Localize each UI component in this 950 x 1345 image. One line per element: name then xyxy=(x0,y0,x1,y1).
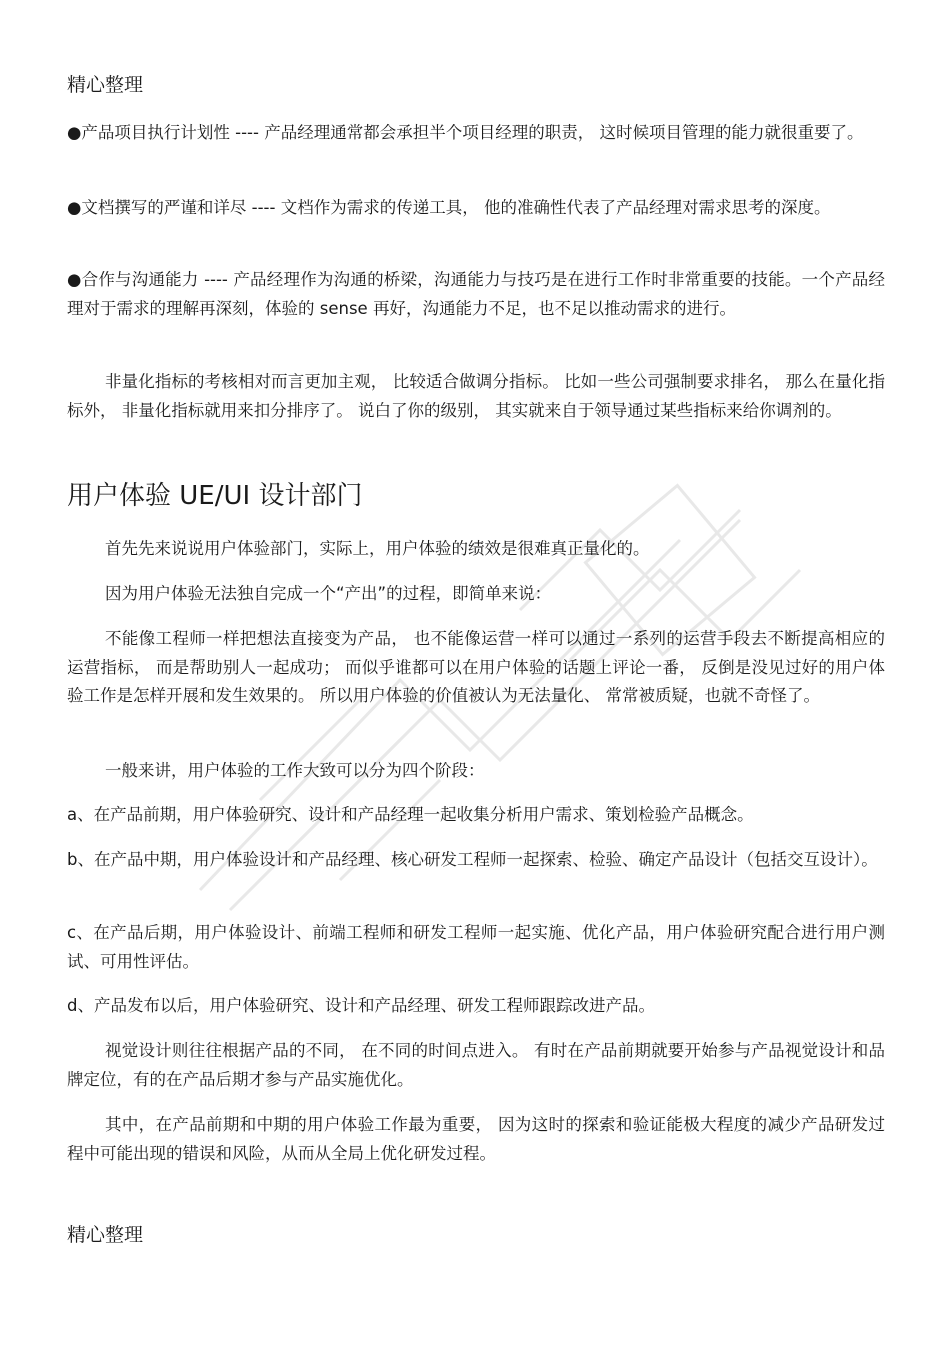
stage-b: b、在产品中期，用户体验设计和产品经理、核心研发工程师一起探索、检验、确定产品设计（包括交互设计）。 xyxy=(67,850,878,869)
paragraph-visual-design: 视觉设计则往往根据产品的不同， 在不同的时间点进入。 有时在产品前期就要开始参与产品视觉设计和品牌定位，有的在产品后期才参与产品实施优化。 xyxy=(67,1041,885,1089)
stage-a: a、在产品前期，用户体验研究、设计和产品经理一起收集分析用户需求、策划检验产品概念。 xyxy=(67,805,754,824)
bullet-documentation: ●文档撰写的严谨和详尽 ---- 文档作为需求的传递工具， 他的准确性代表了产品经理对需求思考的深度。 xyxy=(67,198,831,217)
paragraph-intro: 首先先来说说用户体验部门，实际上，用户体验的绩效是很难真正量化的。 xyxy=(105,539,650,558)
header-note: 精心整理 xyxy=(67,74,144,96)
section-title: 用户体验 UE/UI 设计部门 xyxy=(67,481,363,511)
bullet-communication: ●合作与沟通能力 ---- 产品经理作为沟通的桥梁，沟通能力与技巧是在进行工作时非常重要的技能。一个产品经理对于需求的理解再深刻，体验的 sense 再好，沟通能力不足，也不足以推动需求的进行。 xyxy=(67,270,885,318)
stage-d: d、产品发布以后，用户体验研究、设计和产品经理、研发工程师跟踪改进产品。 xyxy=(67,996,655,1015)
paragraph-importance: 其中，在产品前期和中期的用户体验工作最为重要， 因为这时的探索和验证能极大程度的减少产品研发过程中可能出现的错误和风险，从而从全局上优化研发过程。 xyxy=(67,1115,885,1163)
paragraph-four-stages: 一般来讲，用户体验的工作大致可以分为四个阶段： xyxy=(105,761,485,780)
paragraph-cannot-produce: 因为用户体验无法独自完成一个“产出”的过程，即简单来说： xyxy=(105,584,552,603)
paragraph-value-question: 不能像工程师一样把想法直接变为产品， 也不能像运营一样可以通过一系列的运营手段去不断提高相应的运营指标， 而是帮助别人一起成功； 而似乎谁都可以在用户体验的话题上评论一番， 反倒是没见过好的用户体验工作是怎样开展和发生效果的。 所以用户体验的价值被认为无法量化、 常常被质疑，也就不奇怪了。 xyxy=(67,629,885,705)
footer-note: 精心整理 xyxy=(67,1224,144,1246)
bullet-execution: ●产品项目执行计划性 ---- 产品经理通常都会承担半个项目经理的职责， 这时候项目管理的能力就很重要了。 xyxy=(67,123,864,142)
stage-c: c、在产品后期，用户体验设计、前端工程师和研发工程师一起实施、优化产品，用户体验研究配合进行用户测试、可用性评估。 xyxy=(67,923,885,971)
paragraph-non-quantitative: 非量化指标的考核相对而言更加主观， 比较适合做调分指标。 比如一些公司强制要求排名， 那么在量化指标外， 非量化指标就用来扣分排序了。 说白了你的级别， 其实就来自于领导通过某些指标来给你调剂的。 xyxy=(67,372,885,420)
